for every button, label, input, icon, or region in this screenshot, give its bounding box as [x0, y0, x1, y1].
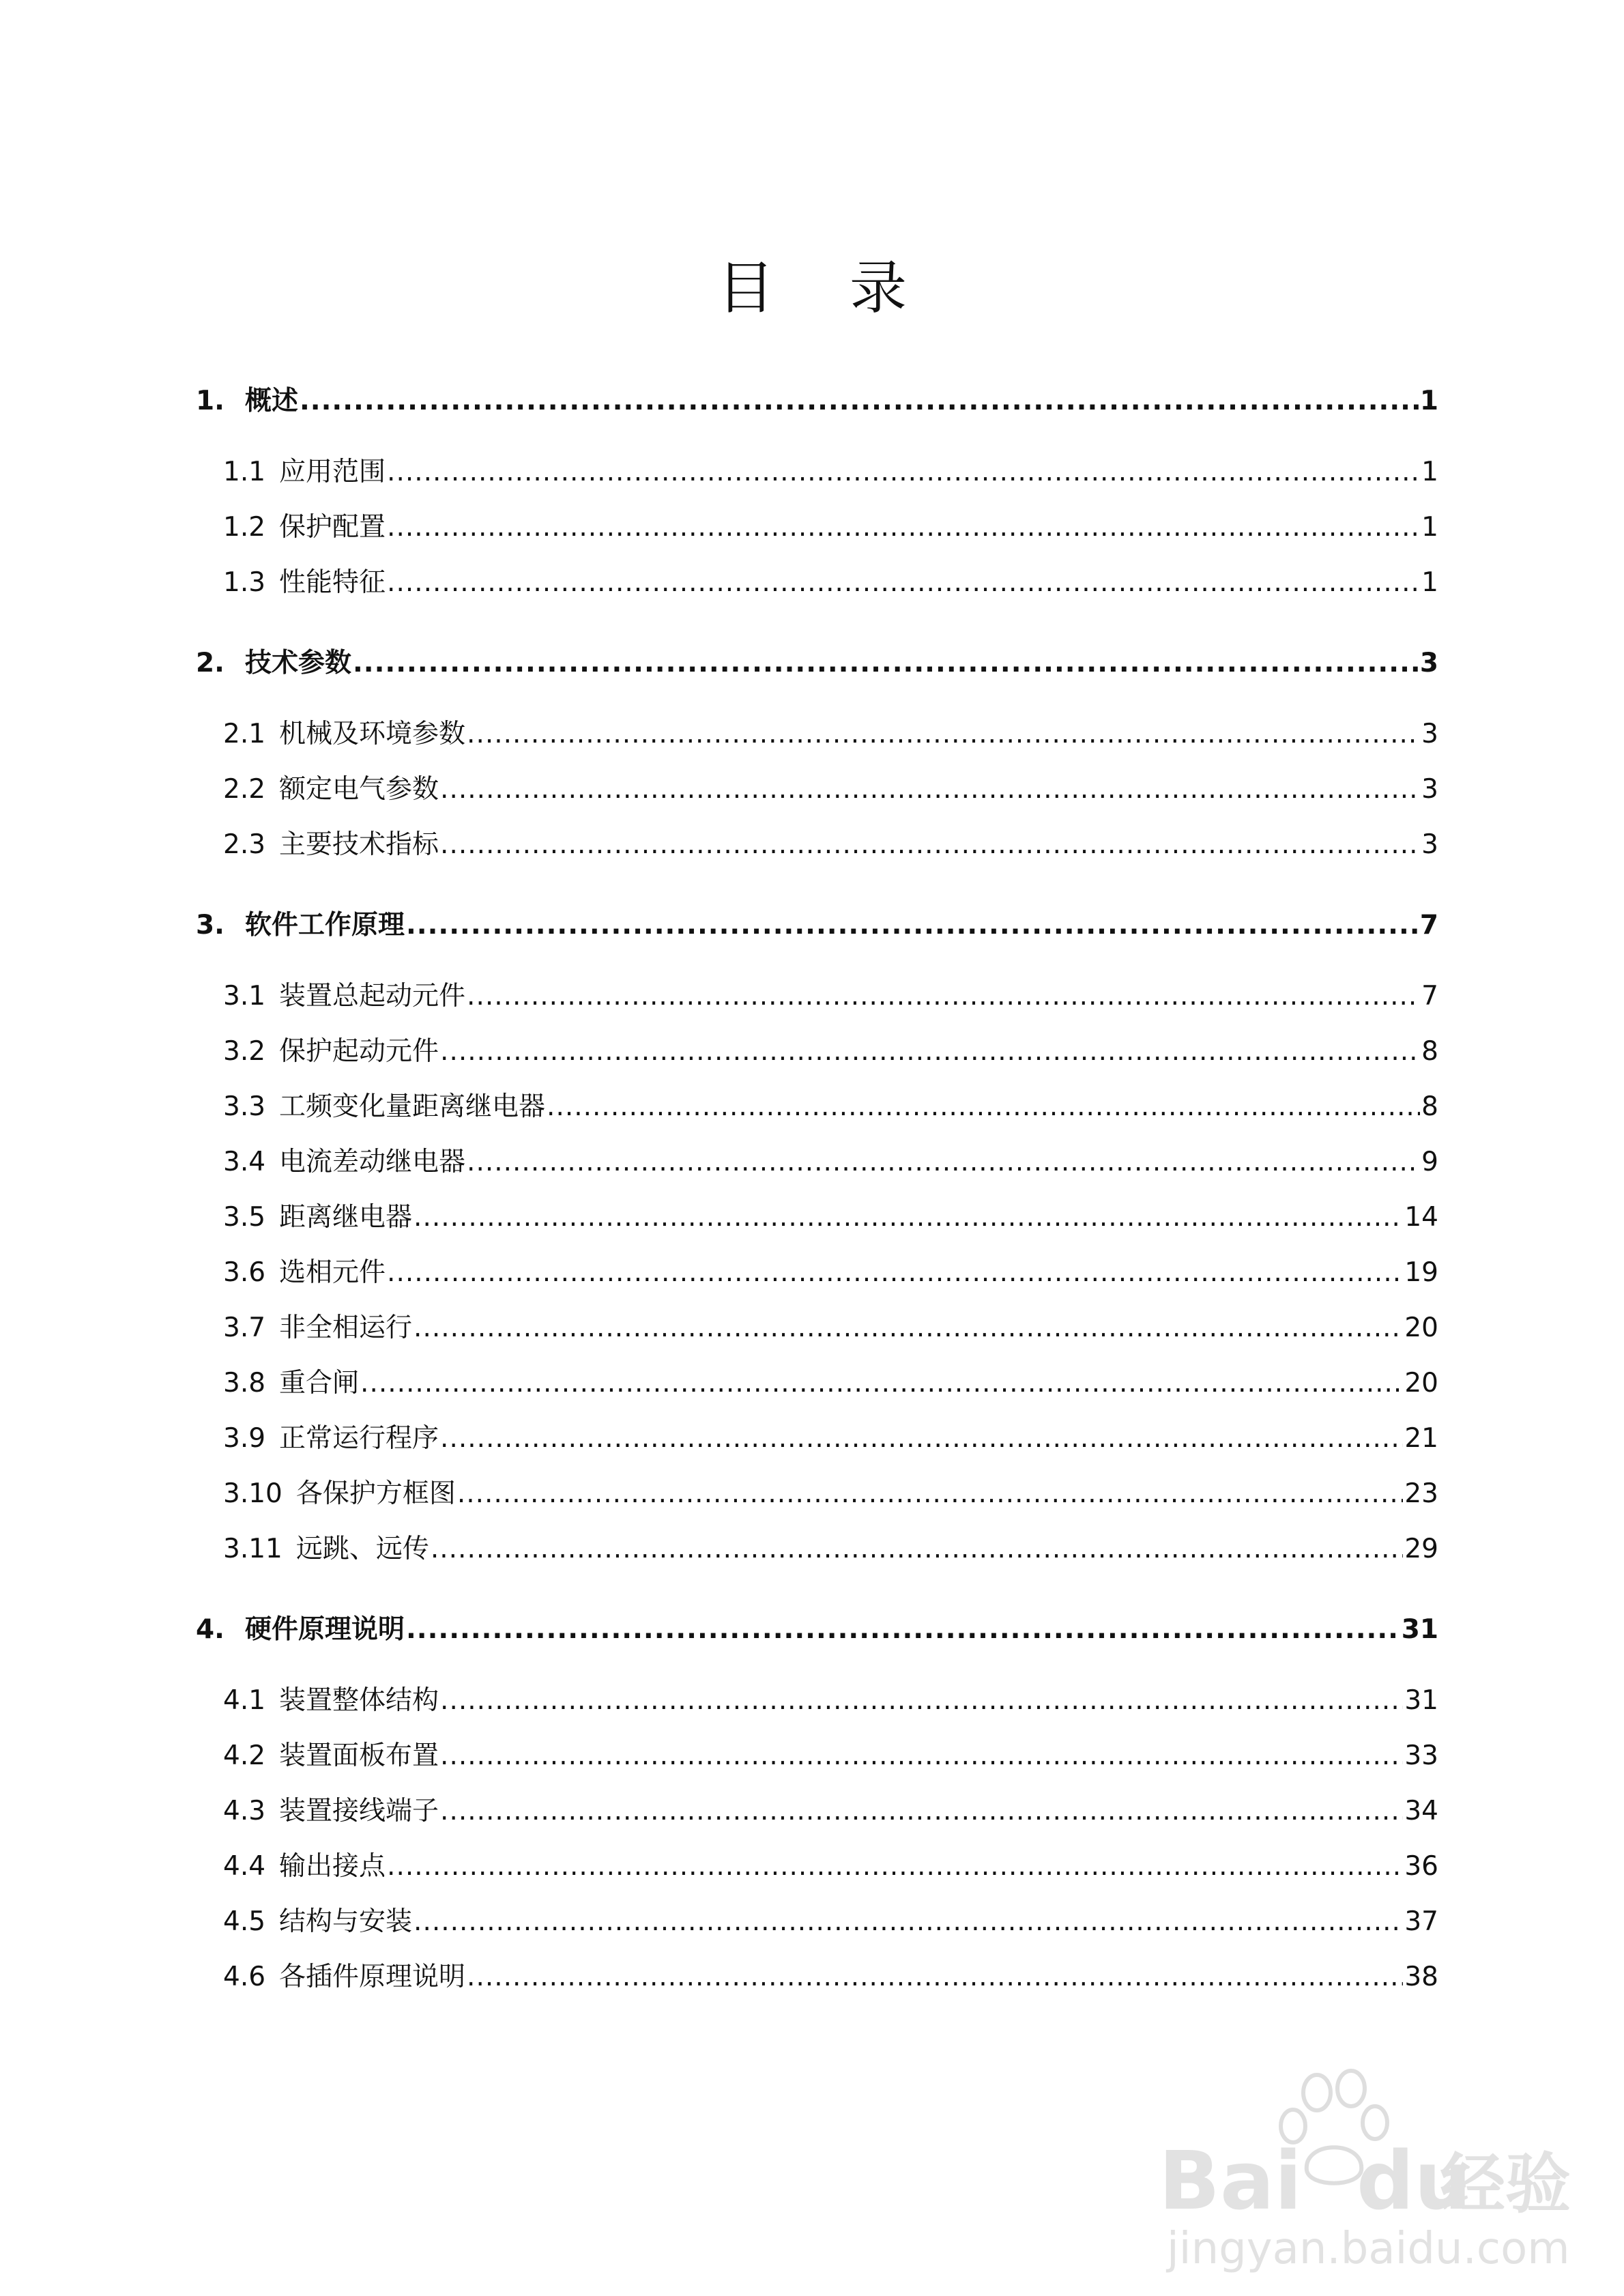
baidu-jingyan-watermark [1153, 2068, 1571, 2274]
toc-entry-number: 1.1 [223, 457, 266, 487]
toc-dot-leader [440, 1737, 1403, 1775]
toc-section-row[interactable] [223, 1682, 1438, 1720]
toc-entry-title: 正常运行程序 [279, 1423, 439, 1454]
toc-chapter-row[interactable] [196, 382, 1438, 420]
toc-entry-page: 3 [1421, 774, 1438, 805]
toc-entry-number: 3.4 [223, 1147, 266, 1177]
toc-entry-title: 机械及环境参数 [279, 719, 466, 749]
toc-entry-number: 1.2 [223, 512, 266, 543]
toc-entry-number: 3.10 [223, 1478, 282, 1509]
toc-entry-title: 主要技术指标 [279, 829, 439, 860]
toc-dot-leader [440, 771, 1420, 809]
toc-entry-page: 1 [1419, 386, 1438, 416]
toc-entry-title: 装置总起动元件 [279, 981, 466, 1011]
toc-entry-title: 重合闸 [279, 1368, 360, 1398]
toc-entry-page: 29 [1404, 1534, 1438, 1564]
toc-entry-title: 装置整体结构 [279, 1685, 439, 1716]
toc-dot-leader [457, 1475, 1404, 1513]
toc-entry-title: 软件工作原理 [244, 910, 405, 941]
toc-entry-number: 1.3 [223, 567, 266, 598]
toc-entry-title: 装置面板布置 [279, 1740, 439, 1771]
toc-entry-page: 3 [1421, 829, 1438, 860]
toc-dot-leader [467, 1958, 1403, 1996]
toc-dot-leader [414, 1309, 1403, 1347]
toc-entry-title: 额定电气参数 [279, 774, 439, 805]
toc-entry-number: 3.9 [223, 1423, 266, 1454]
toc-dot-leader [440, 1792, 1403, 1831]
toc-dot-leader [353, 644, 1419, 683]
toc-dot-leader [387, 1848, 1403, 1886]
watermark-url: jingyan.baidu.com [1167, 2224, 1570, 2274]
toc-section-row[interactable] [223, 715, 1438, 754]
toc-section-row[interactable] [223, 826, 1438, 864]
toc-section-row[interactable] [223, 1958, 1438, 1996]
toc-dot-leader [467, 977, 1420, 1016]
toc-entry-title: 技术参数 [244, 648, 351, 678]
toc-entry-number: 3.3 [223, 1091, 266, 1122]
toc-entry-number: 4.1 [223, 1685, 266, 1716]
toc-dot-leader [414, 1903, 1403, 1941]
toc-chapter-row[interactable] [196, 644, 1438, 683]
toc-entry-page: 34 [1404, 1796, 1438, 1826]
toc-entry-page: 20 [1404, 1312, 1438, 1343]
toc-section-row[interactable] [223, 564, 1438, 602]
toc-section-row[interactable] [223, 1254, 1438, 1292]
toc-entry-number: 3. [196, 910, 224, 941]
toc-dot-leader [440, 1033, 1420, 1071]
toc-dot-leader [547, 1088, 1420, 1126]
toc-section-row[interactable] [223, 1033, 1438, 1071]
toc-entry-title: 结构与安装 [279, 1906, 413, 1937]
toc-entry-number: 2. [196, 648, 224, 678]
toc-section-row[interactable] [223, 977, 1438, 1016]
toc-entry-title: 电流差动继电器 [279, 1147, 466, 1177]
toc-section-row[interactable] [223, 1199, 1438, 1237]
toc-entry-page: 1 [1421, 567, 1438, 598]
toc-entry-title: 保护配置 [279, 512, 386, 543]
toc-entry-number: 2.3 [223, 829, 266, 860]
toc-section-row[interactable] [223, 1903, 1438, 1941]
page-title-left: 目 [716, 255, 774, 321]
toc-section-row[interactable] [223, 771, 1438, 809]
toc-entry-page: 20 [1404, 1368, 1438, 1398]
toc-entry-title: 概述 [244, 386, 298, 416]
toc-section-row[interactable] [223, 1475, 1438, 1513]
toc-dot-leader [387, 1254, 1403, 1292]
toc-entry-number: 2.1 [223, 719, 266, 749]
page-title-right: 录 [850, 255, 908, 321]
toc-dot-leader [440, 1420, 1403, 1458]
toc-entry-title: 输出接点 [279, 1851, 386, 1882]
toc-entry-title: 应用范围 [279, 457, 386, 487]
toc-entry-title: 各保护方框图 [295, 1478, 456, 1509]
toc-entry-title: 硬件原理说明 [244, 1614, 405, 1645]
toc-section-row[interactable] [223, 453, 1438, 491]
toc-entry-title: 性能特征 [279, 567, 386, 598]
toc-entry-number: 1. [196, 386, 224, 416]
toc-entry-page: 31 [1401, 1614, 1438, 1645]
toc-dot-leader [360, 1364, 1403, 1403]
toc-entry-title: 装置接线端子 [279, 1796, 439, 1826]
toc-entry-page: 37 [1404, 1906, 1438, 1937]
toc-entry-page: 3 [1421, 719, 1438, 749]
toc-entry-number: 3.6 [223, 1257, 266, 1288]
toc-entry-number: 3.5 [223, 1202, 266, 1233]
toc-chapter-row[interactable] [196, 1611, 1438, 1649]
toc-entry-number: 3.2 [223, 1036, 266, 1067]
toc-entry-page: 8 [1421, 1036, 1438, 1067]
toc-entry-title: 距离继电器 [279, 1202, 413, 1233]
toc-dot-leader [414, 1199, 1403, 1237]
toc-entry-page: 3 [1419, 648, 1438, 678]
watermark-brand-right: du [1357, 2134, 1472, 2228]
toc-entry-page: 1 [1421, 512, 1438, 543]
toc-entry-page: 9 [1421, 1147, 1438, 1177]
toc-dot-leader [406, 1611, 1400, 1649]
toc-dot-leader [387, 508, 1420, 547]
toc-entry-page: 1 [1421, 457, 1438, 487]
toc-entry-page: 7 [1419, 910, 1438, 941]
toc-dot-leader [300, 382, 1419, 420]
toc-section-row[interactable] [223, 1848, 1438, 1886]
toc-section-row[interactable] [223, 1530, 1438, 1568]
toc-entry-number: 4.5 [223, 1906, 266, 1937]
toc-section-row[interactable] [223, 1364, 1438, 1403]
toc-entry-number: 4.4 [223, 1851, 266, 1882]
toc-dot-leader [387, 453, 1420, 491]
toc-section-row[interactable] [223, 1088, 1438, 1126]
watermark-brand-cn: 经验 [1440, 2146, 1571, 2222]
toc-entry-number: 2.2 [223, 774, 266, 805]
toc-entry-number: 3.1 [223, 981, 266, 1011]
toc-entry-page: 38 [1404, 1962, 1438, 1992]
toc-entry-number: 3.7 [223, 1312, 266, 1343]
toc-section-row[interactable] [223, 1792, 1438, 1831]
toc-entry-page: 23 [1404, 1478, 1438, 1509]
toc-entry-number: 4. [196, 1614, 224, 1645]
toc-entry-page: 33 [1404, 1740, 1438, 1771]
watermark-brand-left: Bai [1159, 2134, 1303, 2228]
toc-entry-page: 31 [1404, 1685, 1438, 1716]
toc-dot-leader [431, 1530, 1404, 1568]
toc-dot-leader [387, 564, 1420, 602]
toc-entry-number: 4.2 [223, 1740, 266, 1771]
toc-entry-title: 远跳、远传 [295, 1534, 429, 1564]
toc-section-row[interactable] [223, 1737, 1438, 1775]
toc-entry-title: 各插件原理说明 [279, 1962, 466, 1992]
toc-entry-number: 3.11 [223, 1534, 282, 1564]
toc-entry-title: 非全相运行 [279, 1312, 413, 1343]
toc-section-row[interactable] [223, 508, 1438, 547]
toc-entry-page: 19 [1404, 1257, 1438, 1288]
toc-entry-title: 选相元件 [279, 1257, 386, 1288]
toc-entry-number: 4.3 [223, 1796, 266, 1826]
toc-entry-title: 工频变化量距离继电器 [279, 1091, 546, 1122]
toc-section-row[interactable] [223, 1309, 1438, 1347]
toc-entry-page: 8 [1421, 1091, 1438, 1122]
toc-entry-page: 21 [1404, 1423, 1438, 1454]
toc-entry-title: 保护起动元件 [279, 1036, 439, 1067]
toc-dot-leader [467, 715, 1420, 754]
toc-chapter-row[interactable] [196, 906, 1438, 945]
toc-dot-leader [467, 1143, 1420, 1181]
toc-dot-leader [406, 906, 1419, 945]
toc-entry-page: 7 [1421, 981, 1438, 1011]
toc-entry-page: 36 [1404, 1851, 1438, 1882]
toc-entry-number: 3.8 [223, 1368, 266, 1398]
toc-section-row[interactable] [223, 1420, 1438, 1458]
toc-entry-page: 14 [1404, 1202, 1438, 1233]
toc-section-row[interactable] [223, 1143, 1438, 1181]
toc-entry-number: 4.6 [223, 1962, 266, 1992]
toc-dot-leader [440, 1682, 1403, 1720]
toc-dot-leader [440, 826, 1420, 864]
